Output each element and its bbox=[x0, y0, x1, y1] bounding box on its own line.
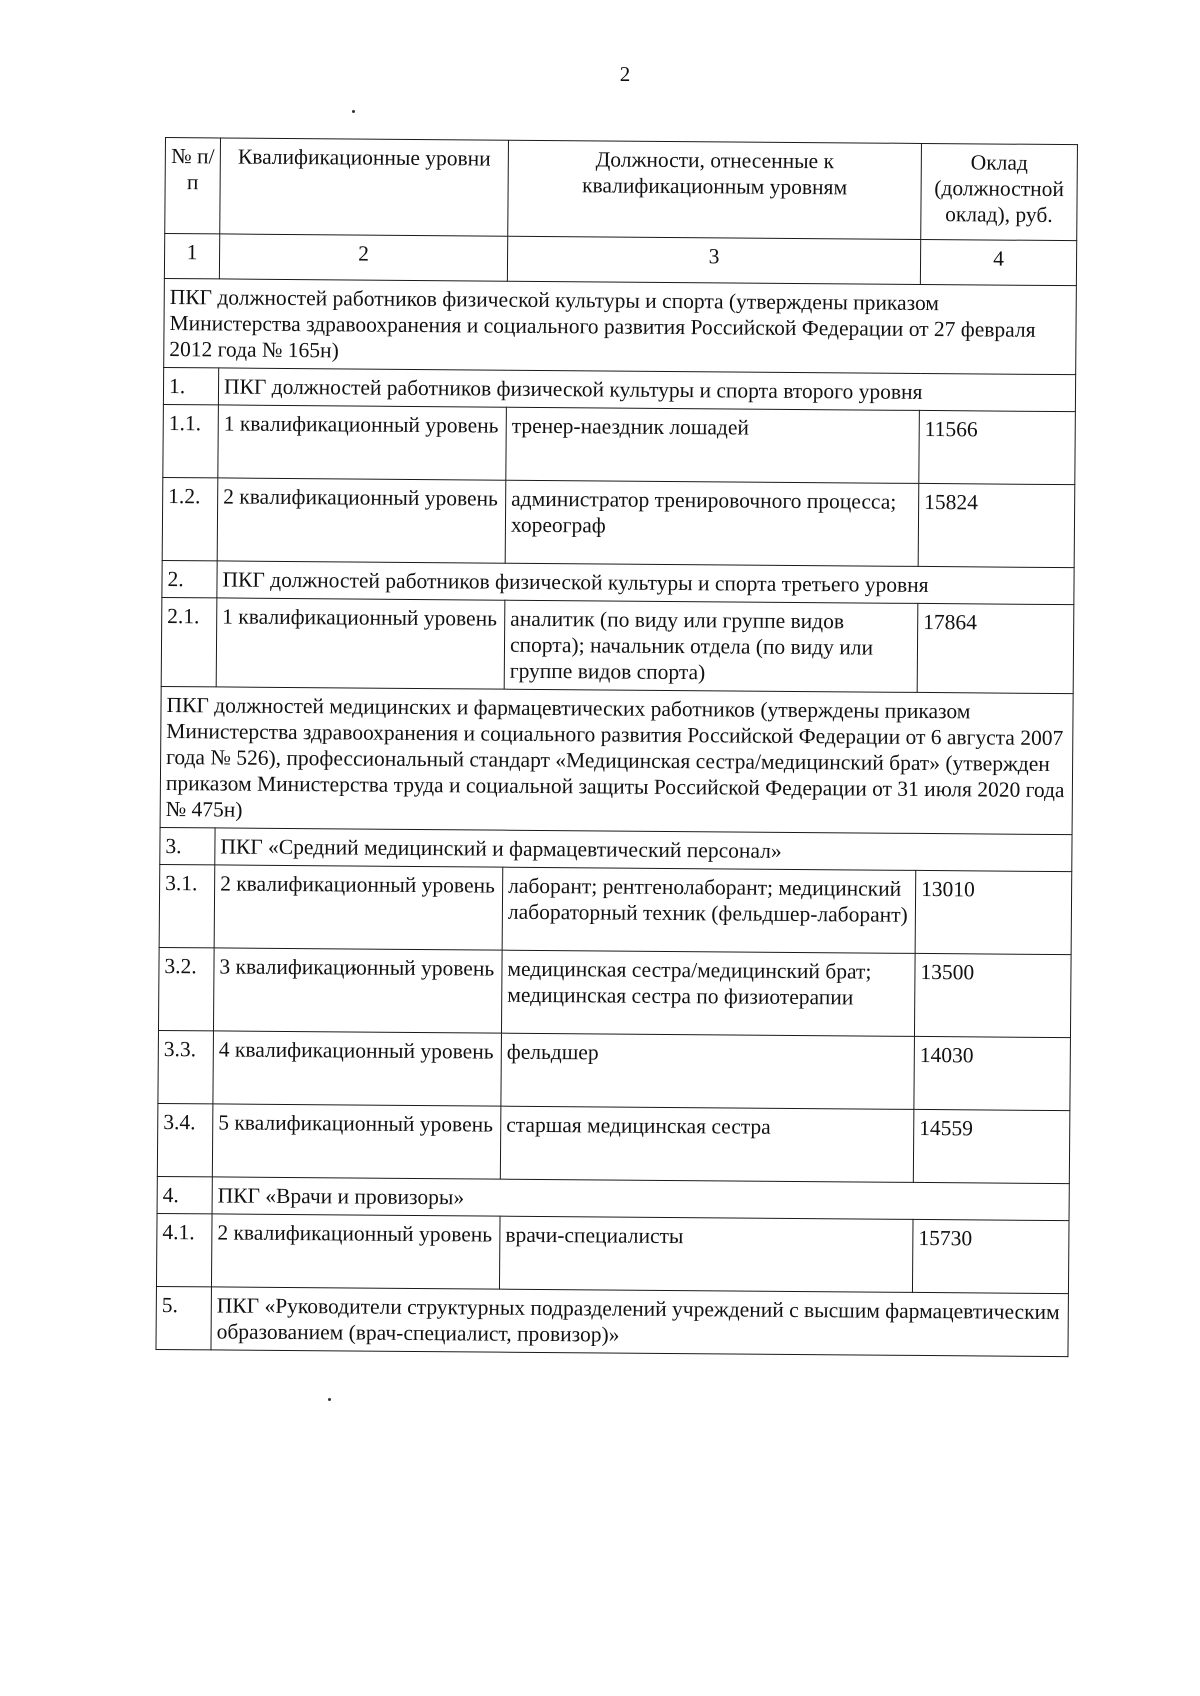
page-number: 2 bbox=[619, 62, 631, 86]
group-title: ПКГ «Руководители структурных подразделений учреждений с высшим фармацевтическим образованием (врач-специалист, провизор)» bbox=[211, 1287, 1068, 1357]
qualification-level: 2 квалификационный уровень bbox=[214, 865, 503, 950]
column-number: 1 bbox=[164, 234, 219, 279]
positions-cell: аналитик (по виду или группе видов спорта); начальник отдела (по виду или группе видов спорта) bbox=[504, 600, 918, 692]
salary-cell: 13500 bbox=[914, 953, 1071, 1037]
row-number: 3.3. bbox=[158, 1030, 214, 1103]
group-title: ПКГ «Врачи и провизоры» bbox=[212, 1177, 1069, 1221]
column-number: 3 bbox=[507, 236, 920, 284]
section-row bbox=[160, 686, 1073, 834]
table-row bbox=[161, 597, 1074, 693]
row-number: 1.2. bbox=[162, 477, 218, 560]
column-number-row bbox=[164, 234, 1076, 286]
table-row bbox=[156, 1213, 1069, 1293]
table-row bbox=[157, 1103, 1070, 1183]
qualification-level: 2 квалификационный уровень bbox=[217, 478, 506, 563]
group-title: ПКГ должностей работников физической культуры и спорта второго уровня bbox=[218, 368, 1075, 412]
table-row bbox=[159, 864, 1072, 954]
header-positions: Должности, отнесенные к квалификационным уровням bbox=[508, 140, 922, 239]
group-title: ПКГ должностей работников физической культуры и спорта третьего уровня bbox=[217, 561, 1074, 605]
row-number: 3.1. bbox=[159, 864, 215, 947]
scan-speck bbox=[328, 1398, 331, 1401]
group-row bbox=[156, 1286, 1068, 1356]
positions-cell: лаборант; рентгенолаборант; медицинский лабораторный техник (фельдшер-лаборант) bbox=[502, 867, 916, 953]
positions-cell: старшая медицинская сестра bbox=[500, 1106, 914, 1182]
positions-cell: администратор тренировочного процесса; хореограф bbox=[505, 480, 919, 566]
salary-table bbox=[155, 137, 1077, 1357]
table-row bbox=[162, 477, 1075, 567]
qualification-level: 1 квалификационный уровень bbox=[218, 405, 507, 480]
section-title: ПКГ должностей медицинских и фармацевтических работников (утверждены приказом Министерства здравоохранения и социального развития Российской Федерации от 6 августа 2007 года № 526), профессиональный стандарт «Медицинская сестра/медицинский брат» (утвержден приказом Министерства труда и социальной защиты Российской Федерации от 31 июля 2020 года № 475н) bbox=[160, 686, 1073, 834]
row-number: 4.1. bbox=[156, 1213, 212, 1286]
scan-speck bbox=[352, 110, 355, 113]
group-number: 3. bbox=[160, 827, 215, 864]
header-levels: Квалификационные уровни bbox=[220, 138, 509, 236]
qualification-level: 5 квалификационный уровень bbox=[212, 1104, 501, 1179]
section-row bbox=[164, 278, 1077, 374]
row-number: 3.4. bbox=[157, 1103, 213, 1176]
row-number: 3.2. bbox=[158, 947, 214, 1030]
salary-cell: 13010 bbox=[915, 870, 1072, 954]
qualification-level: 2 квалификационный уровень bbox=[211, 1214, 500, 1289]
group-number: 4. bbox=[157, 1176, 212, 1213]
salary-cell: 15824 bbox=[918, 483, 1075, 567]
group-title: ПКГ «Средний медицинский и фармацевтический персонал» bbox=[215, 828, 1072, 872]
table-header-row bbox=[165, 138, 1078, 241]
qualification-level: 1 квалификационный уровень bbox=[216, 598, 505, 689]
section-title: ПКГ должностей работников физической культуры и спорта (утверждены приказом Министерства здравоохранения и социального развития Российской Федерации от 27 февраля 2012 года № 165н) bbox=[164, 278, 1077, 374]
positions-cell: тренер-наездник лошадей bbox=[506, 407, 920, 483]
row-number: 1.1. bbox=[163, 404, 219, 477]
group-number: 1. bbox=[163, 367, 218, 404]
positions-cell: медицинская сестра/медицинский брат; медицинская сестра по физиотерапии bbox=[501, 950, 915, 1036]
header-num: № п/п bbox=[165, 138, 221, 234]
column-number: 4 bbox=[920, 239, 1076, 285]
positions-cell: фельдшер bbox=[501, 1033, 915, 1109]
table-row bbox=[158, 947, 1071, 1037]
salary-cell: 15730 bbox=[912, 1219, 1069, 1293]
header-salary: Оклад (должностной оклад), руб. bbox=[921, 143, 1078, 240]
salary-cell: 14030 bbox=[914, 1036, 1071, 1110]
column-number: 2 bbox=[219, 234, 507, 281]
table-row bbox=[163, 404, 1076, 484]
table-row bbox=[158, 1030, 1071, 1110]
group-number: 5. bbox=[156, 1286, 211, 1349]
row-number: 2.1. bbox=[161, 597, 217, 686]
salary-cell: 11566 bbox=[919, 410, 1076, 484]
positions-cell: врачи-специалисты bbox=[499, 1216, 913, 1292]
qualification-level: 4 квалификационный уровень bbox=[213, 1031, 502, 1106]
salary-cell: 14559 bbox=[913, 1109, 1070, 1183]
qualification-level: 3 квалификационный уровень bbox=[213, 948, 502, 1033]
salary-cell: 17864 bbox=[917, 603, 1074, 693]
group-number: 2. bbox=[162, 560, 217, 597]
